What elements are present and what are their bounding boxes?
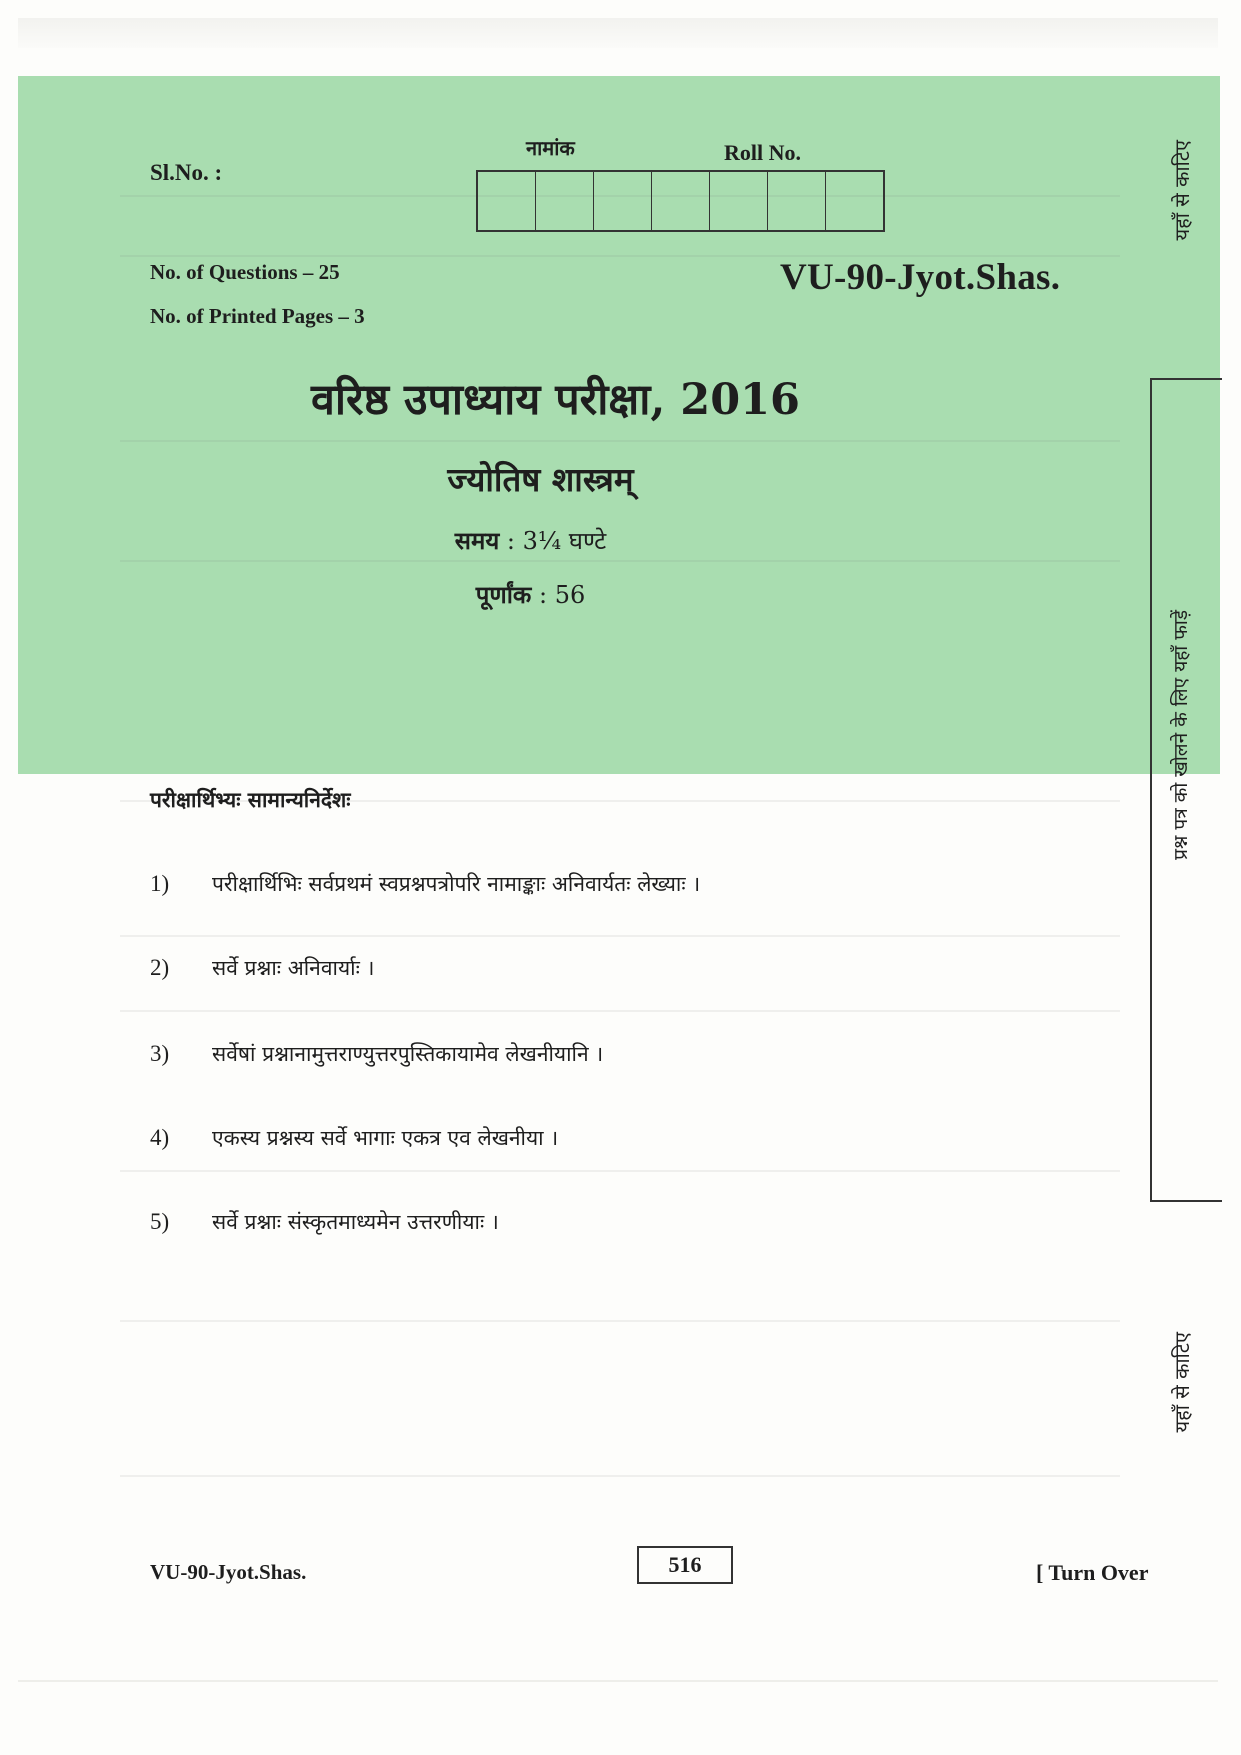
instruction-number: 1) bbox=[150, 871, 170, 896]
paper-code: VU-90-Jyot.Shas. bbox=[780, 257, 1061, 298]
instruction-item bbox=[150, 1040, 603, 1068]
instruction-item bbox=[150, 1124, 558, 1152]
number-of-questions: No. of Questions – 25 bbox=[150, 260, 340, 284]
cut-here-bottom-label: यहाँ से काटिए bbox=[1170, 1332, 1194, 1433]
time-value: : 3¼ घण्टे bbox=[506, 527, 607, 555]
roll-number-label-hindi: नामांक bbox=[526, 136, 575, 160]
show-through-line bbox=[120, 1475, 1120, 1477]
scan-edge bbox=[18, 18, 1218, 48]
instruction-number: 4) bbox=[150, 1125, 170, 1150]
tear-open-label: प्रश्न पत्र को खोलने के लिए यहाँ फाड़ें bbox=[1170, 610, 1192, 860]
show-through-line bbox=[120, 1320, 1120, 1322]
instruction-item bbox=[150, 954, 374, 982]
subject-title: ज्योतिष शास्त्रम् bbox=[447, 460, 634, 499]
cut-here-top-label: यहाँ से काटिए bbox=[1170, 140, 1194, 241]
show-through-line bbox=[120, 935, 1120, 937]
roll-digit-box[interactable] bbox=[594, 172, 652, 230]
instructions-heading: परीक्षार्थिभ्यः सामान्यनिर्देशः bbox=[150, 787, 351, 812]
exam-title: वरिष्ठ उपाध्याय परीक्षा, 2016 bbox=[311, 375, 800, 425]
show-through-line bbox=[120, 560, 1120, 562]
show-through-line bbox=[120, 440, 1120, 442]
marks-label: पूर्णांक bbox=[475, 580, 532, 609]
number-of-pages: No. of Printed Pages – 3 bbox=[150, 304, 365, 328]
turn-over-label: [ Turn Over bbox=[1036, 1560, 1149, 1585]
instruction-text: सर्वेषां प्रश्नानामुत्तराण्युत्तरपुस्तिकायामेव लेखनीयानि । bbox=[212, 1042, 604, 1066]
roll-digit-box[interactable] bbox=[768, 172, 826, 230]
roll-number-label: Roll No. bbox=[724, 140, 801, 165]
instruction-text: सर्वे प्रश्नाः अनिवार्याः । bbox=[212, 956, 375, 980]
show-through-line bbox=[120, 1010, 1120, 1012]
instruction-number: 3) bbox=[150, 1041, 170, 1066]
instruction-number: 2) bbox=[150, 955, 170, 980]
show-through-line bbox=[120, 1170, 1120, 1172]
scan-edge bbox=[18, 1680, 1218, 1682]
marks-value: : 56 bbox=[539, 581, 586, 609]
footer-number-box: 516 bbox=[637, 1546, 733, 1584]
roll-number-boxes[interactable] bbox=[476, 170, 885, 232]
footer-paper-code: VU-90-Jyot.Shas. bbox=[150, 1560, 307, 1584]
instruction-item bbox=[150, 870, 700, 898]
roll-digit-box[interactable] bbox=[826, 172, 883, 230]
roll-digit-box[interactable] bbox=[710, 172, 768, 230]
roll-digit-box[interactable] bbox=[536, 172, 594, 230]
instruction-text: एकस्य प्रश्नस्य सर्वे भागाः एकत्र एव लेखनीया । bbox=[212, 1126, 559, 1150]
time-label: समय bbox=[454, 526, 500, 555]
roll-digit-box[interactable] bbox=[652, 172, 710, 230]
maximum-marks bbox=[0, 578, 1241, 611]
instruction-number: 5) bbox=[150, 1209, 170, 1234]
instruction-item bbox=[150, 1208, 499, 1236]
instruction-text: सर्वे प्रश्नाः संस्कृतमाध्यमेन उत्तरणीयाः । bbox=[212, 1210, 499, 1234]
instruction-text: परीक्षार्थिभिः सर्वप्रथमं स्वप्रश्नपत्रोपरि नामाङ्काः अनिवार्यतः लेख्याः । bbox=[212, 872, 701, 896]
roll-digit-box[interactable] bbox=[478, 172, 536, 230]
time-allowed bbox=[0, 524, 1241, 557]
serial-number-label: Sl.No. : bbox=[150, 160, 223, 185]
